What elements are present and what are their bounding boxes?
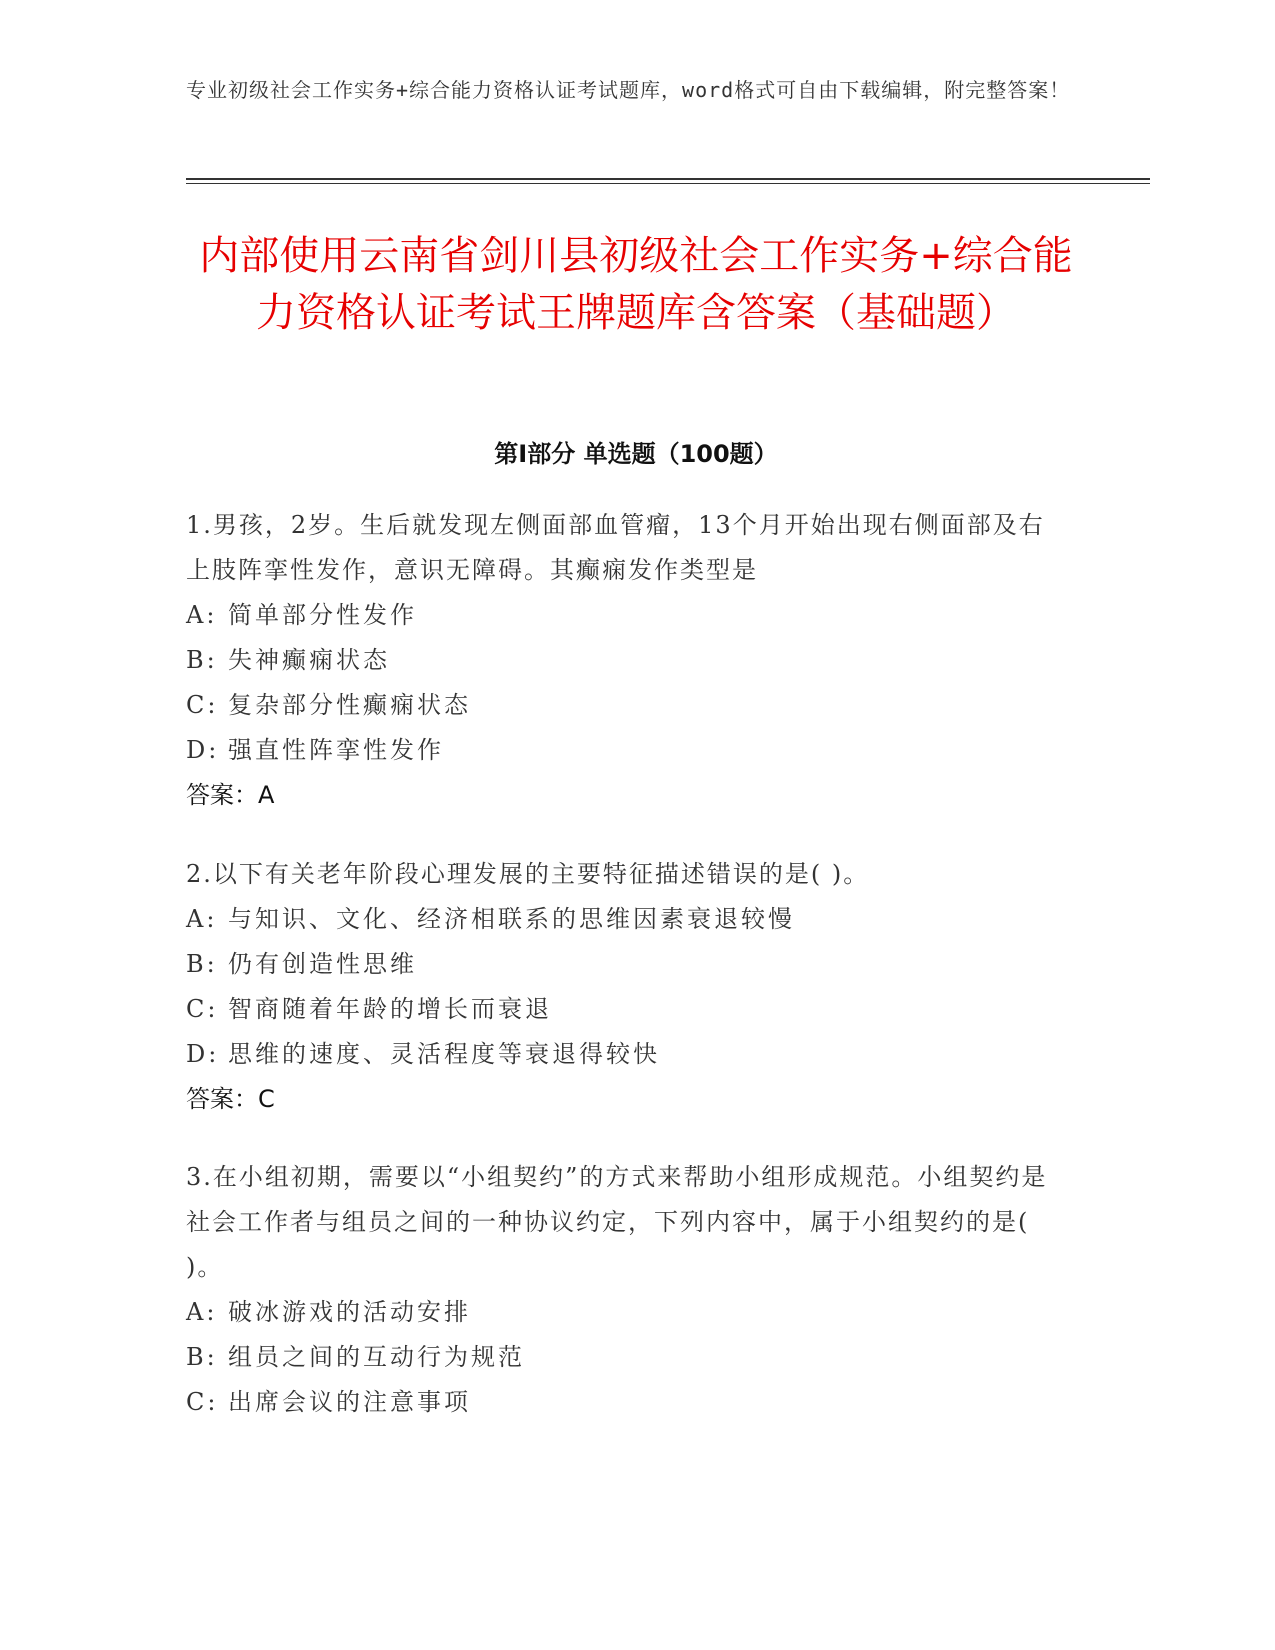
- option-text: 智商随着年龄的增长而衰退: [228, 995, 552, 1023]
- question-stem: 1.男孩，2岁。生后就发现左侧面部血管瘤，13个月开始出现右侧面部及右上肢阵挛性发作，意识无障碍。其癫痫发作类型是: [186, 511, 1045, 584]
- option-key: A:: [186, 905, 218, 933]
- answer: 答案：A: [186, 781, 275, 809]
- option-key: C:: [186, 691, 219, 719]
- option-key: B:: [186, 1343, 218, 1371]
- header-divider: [186, 178, 1150, 180]
- header-note: 专业初级社会工作实务+综合能力资格认证考试题库，word格式可自由下载编辑，附完整答案！: [186, 78, 1071, 102]
- answer: 答案：C: [186, 1085, 275, 1113]
- option-text: 出席会议的注意事项: [228, 1388, 471, 1416]
- option-text: 思维的速度、灵活程度等衰退得较快: [228, 1040, 660, 1068]
- option-key: C:: [186, 1388, 219, 1416]
- option-key: A:: [186, 1298, 218, 1326]
- option-key: C:: [186, 995, 219, 1023]
- question-3: [186, 1155, 1066, 1425]
- option-c: [186, 1380, 1066, 1425]
- option-b: [186, 1335, 1066, 1380]
- option-a: [186, 897, 1066, 942]
- option-a: [186, 1290, 1066, 1335]
- option-key: D:: [186, 736, 220, 764]
- option-b: [186, 638, 1066, 683]
- option-a: [186, 593, 1066, 638]
- header-divider-thin: [186, 183, 1150, 184]
- option-d: [186, 728, 1066, 773]
- option-key: B:: [186, 950, 218, 978]
- option-text: 组员之间的互动行为规范: [228, 1343, 525, 1371]
- option-key: A:: [186, 601, 218, 629]
- option-text: 复杂部分性癫痫状态: [228, 691, 471, 719]
- option-d: [186, 1032, 1066, 1077]
- option-c: [186, 683, 1066, 728]
- option-key: B:: [186, 646, 218, 674]
- question-stem: 2.以下有关老年阶段心理发展的主要特征描述错误的是( )。: [186, 860, 870, 888]
- option-text: 与知识、文化、经济相联系的思维因素衰退较慢: [228, 905, 795, 933]
- option-text: 简单部分性发作: [228, 601, 417, 629]
- document-title: 内部使用云南省剑川县初级社会工作实务+综合能力资格认证考试王牌题库含答案（基础题）: [199, 233, 1073, 336]
- option-c: [186, 987, 1066, 1032]
- option-text: 破冰游戏的活动安排: [228, 1298, 471, 1326]
- option-b: [186, 942, 1066, 987]
- question-stem: 3.在小组初期，需要以“小组契约”的方式来帮助小组形成规范。小组契约是社会工作者与组员之间的一种协议约定，下列内容中，属于小组契约的是( )。: [186, 1163, 1048, 1281]
- question-2: [186, 852, 1066, 1122]
- option-text: 强直性阵挛性发作: [228, 736, 444, 764]
- option-text: 失神癫痫状态: [228, 646, 390, 674]
- section-title: 第I部分 单选题（100题）: [494, 440, 778, 468]
- question-1: [186, 503, 1066, 818]
- option-text: 仍有创造性思维: [228, 950, 417, 978]
- option-key: D:: [186, 1040, 220, 1068]
